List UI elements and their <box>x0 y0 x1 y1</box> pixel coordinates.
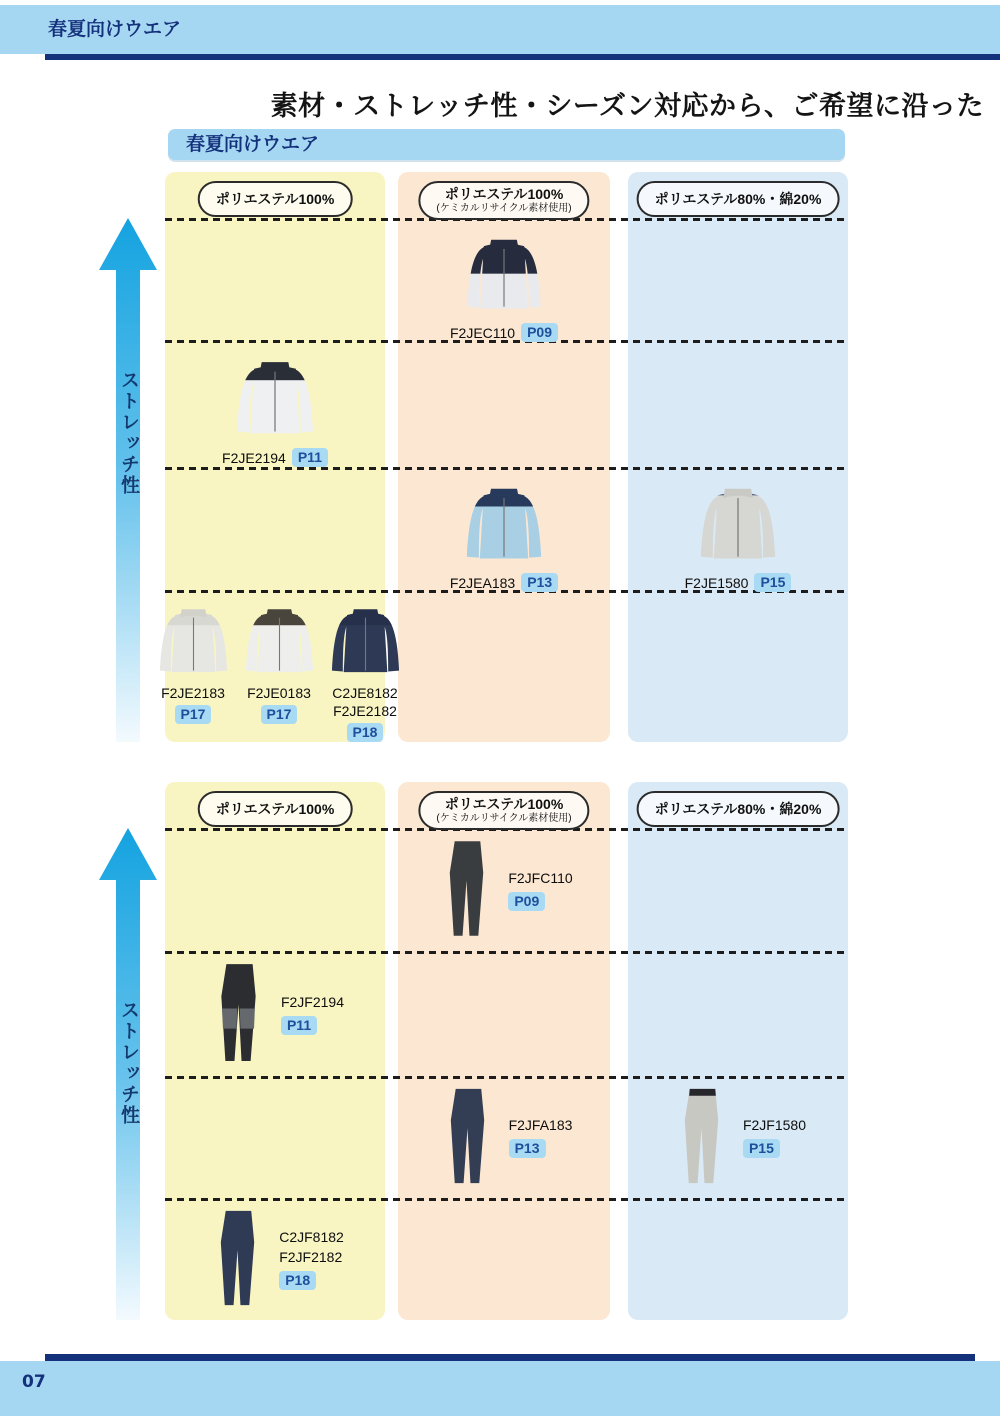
garment-image <box>315 595 416 684</box>
column-header <box>198 181 353 217</box>
product-label <box>222 448 328 467</box>
product-code: F2JE2194 <box>222 449 286 466</box>
product-item <box>177 1203 373 1315</box>
product-code: F2JF2194 <box>280 993 345 1010</box>
row-divider <box>165 1076 845 1079</box>
page-badge: P11 <box>281 1016 317 1035</box>
product-code: F2JE0183 <box>247 685 311 701</box>
product-label <box>509 1116 573 1158</box>
product-code: F2JFA183 <box>508 1117 573 1133</box>
page-badge: P13 <box>509 1139 546 1158</box>
product-item <box>236 595 322 724</box>
column-header-label: ポリエステル100% <box>444 186 564 202</box>
garment-image <box>436 1081 499 1194</box>
product-item <box>410 833 598 946</box>
product-label <box>281 993 344 1035</box>
section-banner <box>168 129 845 160</box>
garment-image <box>206 956 271 1072</box>
stretch-axis-label: ストレッチ性 <box>118 370 139 496</box>
page-badge: P15 <box>754 573 791 592</box>
section-banner-label: 春夏向けウエア <box>186 134 320 155</box>
page-number: 07 <box>22 1372 46 1392</box>
product-code: F2JFC110 <box>508 869 573 886</box>
row-divider <box>165 467 845 470</box>
product-item <box>682 473 794 592</box>
product-code: F2JE1580 <box>684 574 749 591</box>
material-column-polyester80-cotton20 <box>628 172 848 742</box>
top-bar-rule <box>45 54 1000 60</box>
column-header-label: ポリエステル100% <box>215 190 335 207</box>
garment-image <box>682 473 794 571</box>
column-header <box>637 791 840 827</box>
product-label <box>279 1228 344 1290</box>
product-group <box>149 595 409 742</box>
column-header-label: ポリエステル100% <box>215 800 335 817</box>
product-item <box>177 956 373 1071</box>
column-header-sublabel: (ケミカルリサイクル素材使用) <box>436 813 572 824</box>
column-header <box>418 181 589 220</box>
row-divider <box>165 1198 845 1201</box>
product-item <box>218 346 332 467</box>
column-header-label: ポリエステル100% <box>444 796 564 812</box>
product-item <box>322 595 408 742</box>
product-code: C2JE8182 <box>332 685 398 701</box>
footer-rule <box>45 1354 975 1361</box>
column-header-sublabel: (ケミカルリサイクル素材使用) <box>436 203 572 214</box>
footer-bar <box>0 1361 1000 1416</box>
column-header <box>637 181 840 217</box>
product-code: F2JEC110 <box>449 324 516 341</box>
product-code: F2JE2182 <box>333 703 397 719</box>
material-column-polyester80-cotton20 <box>628 782 848 1320</box>
column-header-label: ポリエステル80%・綿20% <box>654 800 822 817</box>
product-item <box>410 1081 598 1193</box>
garment-image <box>449 224 559 321</box>
product-item <box>150 595 236 724</box>
garment-image <box>435 833 498 947</box>
product-item <box>449 224 559 342</box>
product-label <box>743 1116 806 1158</box>
page-badge: P09 <box>521 323 558 342</box>
page-badge: P15 <box>743 1139 780 1158</box>
product-label <box>685 573 792 592</box>
product-code: F2JF2182 <box>279 1249 343 1265</box>
product-item <box>640 1081 836 1193</box>
garment-image <box>218 346 332 446</box>
product-label <box>450 573 558 592</box>
product-code: F2JF1580 <box>742 1117 807 1133</box>
garment-image <box>670 1081 733 1194</box>
page-badge: P11 <box>292 448 328 467</box>
column-header <box>198 791 353 827</box>
garment-image <box>448 473 560 571</box>
product-code: C2JF8182 <box>279 1229 344 1245</box>
product-code: F2JEA183 <box>449 574 516 591</box>
column-header-label: ポリエステル80%・綿20% <box>654 190 822 207</box>
page-badge: P17 <box>175 705 212 724</box>
top-bar-title: 春夏向けウエア <box>48 19 182 40</box>
product-code: F2JE2183 <box>161 685 225 701</box>
garment-image <box>206 1203 269 1316</box>
product-item <box>448 473 560 592</box>
page-badge: P17 <box>261 705 298 724</box>
column-header <box>418 791 589 830</box>
page-title: 素材・ストレッチ性・シーズン対応から、ご希望に沿った <box>270 91 984 121</box>
stretch-axis-label: ストレッチ性 <box>118 1000 139 1126</box>
page-badge: P09 <box>508 892 545 911</box>
row-divider <box>165 951 845 954</box>
product-label <box>450 323 558 342</box>
page-badge: P18 <box>347 723 384 742</box>
page-badge: P18 <box>279 1271 316 1290</box>
product-label <box>508 869 572 911</box>
page-badge: P13 <box>521 573 558 592</box>
